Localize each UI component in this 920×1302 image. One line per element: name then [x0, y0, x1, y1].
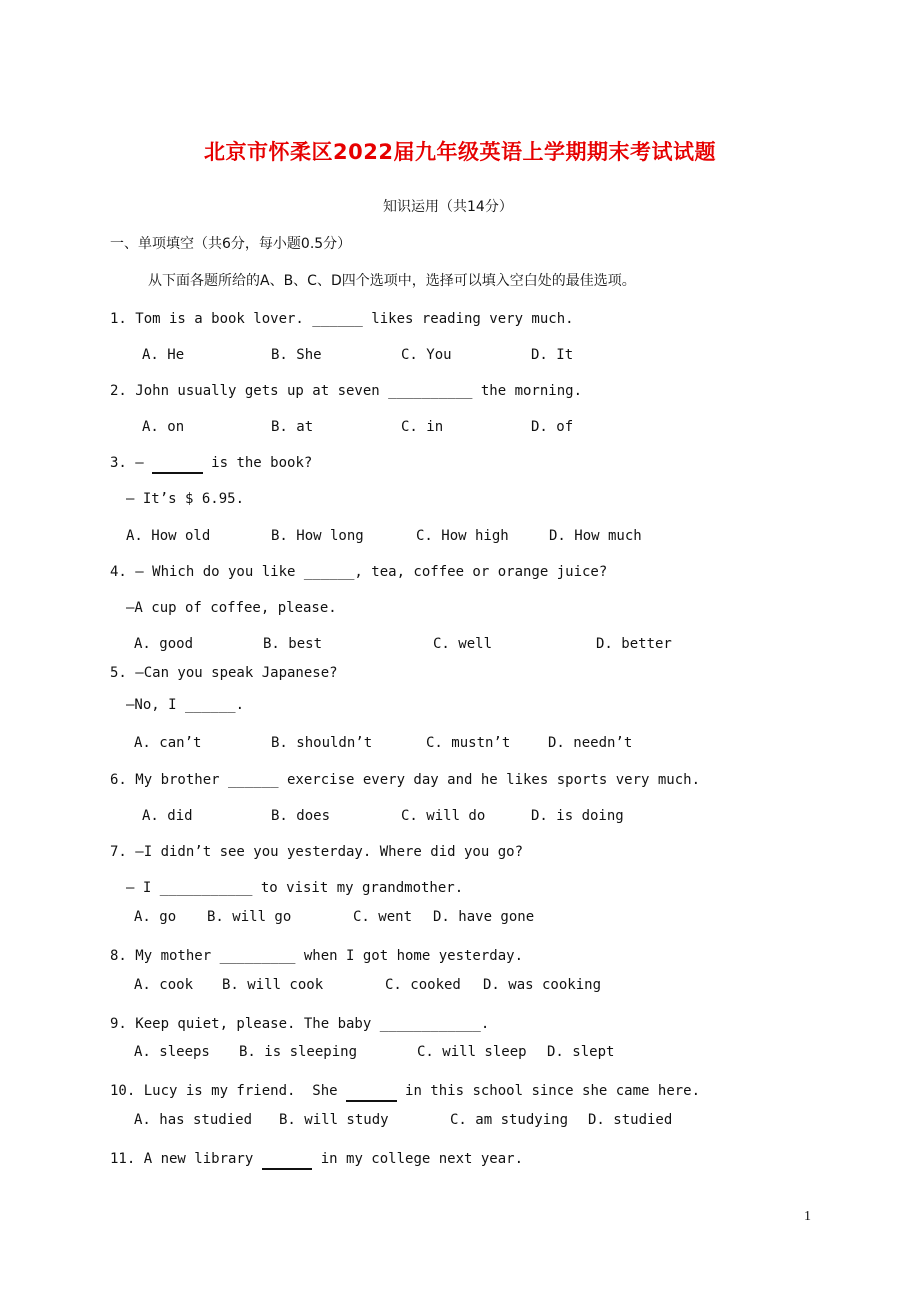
- question-9-stem: 9. Keep quiet, please. The baby ____________.: [110, 1016, 490, 1032]
- question-6-stem: 6. My brother ______ exercise every day and he likes sports very much.: [110, 772, 701, 788]
- q6-option-d: D. is doing: [531, 808, 624, 824]
- instruction-text: 从下面各题所给的A、B、C、D四个选项中，选择可以填入空白处的最佳选项。: [148, 273, 636, 289]
- question-4-stem: 4. — Which do you like ______, tea, coffee or orange juice?: [110, 564, 608, 580]
- q4-option-d: D. better: [596, 636, 672, 652]
- q10-blank: [346, 1082, 397, 1102]
- q4-option-c: C. well: [433, 636, 493, 652]
- q6-option-c: C. will do: [401, 808, 486, 824]
- q11-blank: [262, 1150, 313, 1170]
- question-11-stem: [110, 1150, 523, 1170]
- q1-option-b: B. She: [271, 347, 322, 363]
- q5-option-b: B. shouldn’t: [271, 735, 373, 751]
- q3-option-b: B. How long: [271, 528, 364, 544]
- question-7-stem: 7. —I didn’t see you yesterday. Where did you go?: [110, 844, 524, 860]
- q10-option-a: A. has studied: [134, 1112, 253, 1128]
- page-number: 1: [804, 1209, 811, 1224]
- q7-option-b: B. will go: [207, 909, 292, 925]
- q4-option-a: A. good: [134, 636, 194, 652]
- q5-option-a: A. can’t: [134, 735, 202, 751]
- q10-stem-end: in this school since she came here.: [396, 1083, 701, 1099]
- q3-stem-end: is the book?: [202, 455, 313, 471]
- question-3-stem: [110, 454, 312, 474]
- q10-stem-start: 10. Lucy is my friend. She: [110, 1083, 347, 1099]
- q1-option-c: C. You: [401, 347, 452, 363]
- q3-option-d: D. How much: [549, 528, 642, 544]
- question-5-stem: 5. —Can you speak Japanese?: [110, 665, 338, 681]
- q5-option-c: C. mustn’t: [426, 735, 511, 751]
- q2-option-b: B. at: [271, 419, 314, 435]
- q8-option-a: A. cook: [134, 977, 194, 993]
- q3-option-a: A. How old: [126, 528, 211, 544]
- q6-option-a: A. did: [142, 808, 193, 824]
- q11-stem-start: 11. A new library: [110, 1151, 262, 1167]
- q7-option-a: A. go: [134, 909, 177, 925]
- q3-stem-start: 3. —: [110, 455, 153, 471]
- exam-title: 北京市怀柔区2022届九年级英语上学期期末考试试题: [204, 140, 716, 164]
- q10-option-c: C. am studying: [450, 1112, 569, 1128]
- question-10-stem: [110, 1082, 700, 1102]
- q10-option-d: D. studied: [588, 1112, 673, 1128]
- question-8-stem: 8. My mother _________ when I got home yesterday.: [110, 948, 524, 964]
- question-4-answer-line: —A cup of coffee, please.: [126, 600, 337, 616]
- q7-option-d: D. have gone: [433, 909, 535, 925]
- q9-option-a: A. sleeps: [134, 1044, 210, 1060]
- q4-option-b: B. best: [263, 636, 323, 652]
- q8-option-b: B. will cook: [222, 977, 324, 993]
- q3-blank: [152, 454, 203, 474]
- q7-option-c: C. went: [353, 909, 413, 925]
- q2-option-a: A. on: [142, 419, 185, 435]
- q1-option-a: A. He: [142, 347, 185, 363]
- q11-stem-end: in my college next year.: [312, 1151, 524, 1167]
- question-1-stem: 1. Tom is a book lover. ______ likes reading very much.: [110, 311, 574, 327]
- q1-option-d: D. It: [531, 347, 574, 363]
- question-5-answer-line: —No, I ______.: [126, 697, 245, 713]
- question-2-stem: 2. John usually gets up at seven __________ the morning.: [110, 383, 583, 399]
- q5-option-d: D. needn’t: [548, 735, 633, 751]
- q10-option-b: B. will study: [279, 1112, 389, 1128]
- question-3-answer-line: — It’s $ 6.95.: [126, 491, 245, 507]
- q2-option-c: C. in: [401, 419, 444, 435]
- part-heading: 一、单项填空（共6分，每小题0.5分）: [110, 236, 352, 252]
- q9-option-d: D. slept: [547, 1044, 615, 1060]
- q9-option-b: B. is sleeping: [239, 1044, 358, 1060]
- question-7-answer-line: — I ___________ to visit my grandmother.: [126, 880, 464, 896]
- q2-option-d: D. of: [531, 419, 574, 435]
- q9-option-c: C. will sleep: [417, 1044, 527, 1060]
- q8-option-c: C. cooked: [385, 977, 461, 993]
- q8-option-d: D. was cooking: [483, 977, 602, 993]
- q3-option-c: C. How high: [416, 528, 509, 544]
- section-heading: 知识运用（共14分）: [383, 199, 513, 215]
- q6-option-b: B. does: [271, 808, 331, 824]
